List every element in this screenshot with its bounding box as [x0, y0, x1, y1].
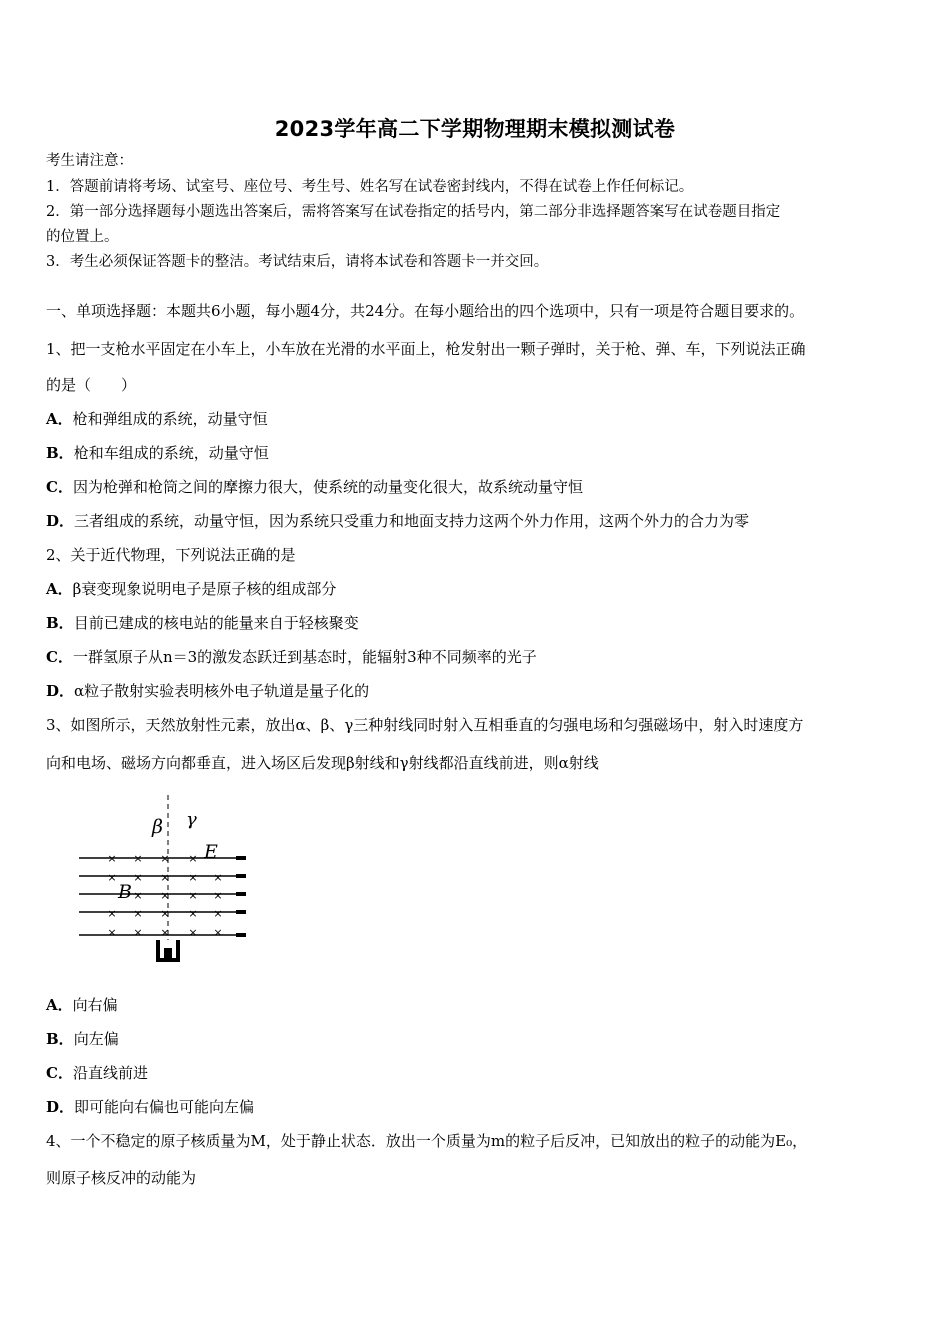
svg-text:×: ×	[188, 926, 198, 939]
e-field-label: E	[204, 841, 218, 863]
svg-text:×: ×	[160, 889, 170, 902]
notice-item: 的位置上。	[46, 229, 119, 245]
field-arrowheads	[236, 856, 246, 937]
svg-text:×: ×	[160, 926, 170, 939]
svg-text:×: ×	[133, 926, 143, 939]
b-field-label: B	[118, 881, 132, 903]
q1-option-d: D．三者组成的系统，动量守恒，因为系统只受重力和地面支持力这两个外力作用，这两个外力的合力为零	[46, 512, 750, 530]
q3-option-c: C．沿直线前进	[46, 1064, 148, 1082]
question-3-stem: 3、如图所示，天然放射性元素，放出α、β、γ三种射线同时射入互相垂直的匀强电场和匀强磁场中，射入时速度方	[46, 716, 804, 734]
svg-text:×: ×	[213, 871, 223, 884]
q3-option-a: A．向右偏	[46, 996, 118, 1014]
q2-option-c: C．一群氢原子从n＝3的激发态跃迁到基态时，能辐射3种不同频率的光子	[46, 648, 537, 666]
radioactive-source	[156, 940, 180, 962]
svg-text:×: ×	[160, 852, 170, 865]
q2-option-b: B．目前已建成的核电站的能量来自于轻核聚变	[46, 614, 359, 632]
gamma-label: γ	[186, 809, 197, 830]
question-2-stem: 2、关于近代物理，下列说法正确的是	[46, 546, 296, 564]
svg-text:×: ×	[188, 852, 198, 865]
svg-text:×: ×	[160, 871, 170, 884]
question-3-stem-cont: 向和电场、磁场方向都垂直，进入场区后发现β射线和γ射线都沿直线前进，则α射线	[46, 754, 599, 772]
question-1-stem: 1、把一支枪水平固定在小车上，小车放在光滑的水平面上，枪发射出一颗子弹时，关于枪、弹、车，下列说法正确	[46, 340, 806, 358]
svg-text:×: ×	[107, 926, 117, 939]
q1-option-c: C．因为枪弹和枪筒之间的摩擦力很大，使系统的动量变化很大，故系统动量守恒	[46, 478, 583, 496]
svg-text:×: ×	[213, 889, 223, 902]
q1-option-a: A．枪和弹组成的系统，动量守恒	[46, 410, 268, 428]
svg-text:×: ×	[107, 907, 117, 920]
svg-text:×: ×	[133, 889, 143, 902]
q1-option-b: B．枪和车组成的系统，动量守恒	[46, 444, 269, 462]
notice-heading: 考生请注意：	[46, 153, 133, 169]
field-diagram	[76, 790, 256, 965]
svg-text:×: ×	[188, 907, 198, 920]
question-1-stem-cont: 的是（ ）	[46, 376, 137, 394]
beta-label: β	[152, 816, 163, 838]
notice-item: 2．第一部分选择题每小题选出答案后，需将答案写在试卷指定的括号内，第二部分非选择题答案写在试卷题目指定	[46, 204, 781, 220]
q2-option-d: D．α粒子散射实验表明核外电子轨道是量子化的	[46, 682, 370, 700]
svg-text:×: ×	[213, 907, 223, 920]
q2-option-a: A．β衰变现象说明电子是原子核的组成部分	[46, 580, 337, 598]
page-title: 2023学年高二下学期物理期末模拟测试卷	[274, 117, 676, 141]
section-heading: 一、单项选择题：本题共6小题，每小题4分，共24分。在每小题给出的四个选项中，只有一项是符合题目要求的。	[46, 302, 805, 320]
svg-text:×: ×	[107, 871, 117, 884]
notice-item: 1．答题前请将考场、试室号、座位号、考生号、姓名写在试卷密封线内，不得在试卷上作任何标记。	[46, 179, 694, 195]
svg-text:×: ×	[133, 852, 143, 865]
svg-text:×: ×	[188, 889, 198, 902]
q3-option-b: B．向左偏	[46, 1030, 119, 1048]
svg-text:×: ×	[133, 907, 143, 920]
q3-option-d: D．即可能向右偏也可能向左偏	[46, 1098, 255, 1116]
svg-text:×: ×	[133, 871, 143, 884]
svg-text:×: ×	[213, 926, 223, 939]
question-4-stem-cont: 则原子核反冲的动能为	[46, 1169, 197, 1187]
svg-text:×: ×	[107, 852, 117, 865]
notice-item: 3．考生必须保证答题卡的整洁。考试结束后，请将本试卷和答题卡一并交回。	[46, 254, 549, 270]
svg-text:×: ×	[188, 871, 198, 884]
question-4-stem: 4、一个不稳定的原子核质量为M，处于静止状态．放出一个质量为m的粒子后反冲，已知放出的粒子的动能为E₀，	[46, 1132, 808, 1150]
svg-text:×: ×	[160, 907, 170, 920]
